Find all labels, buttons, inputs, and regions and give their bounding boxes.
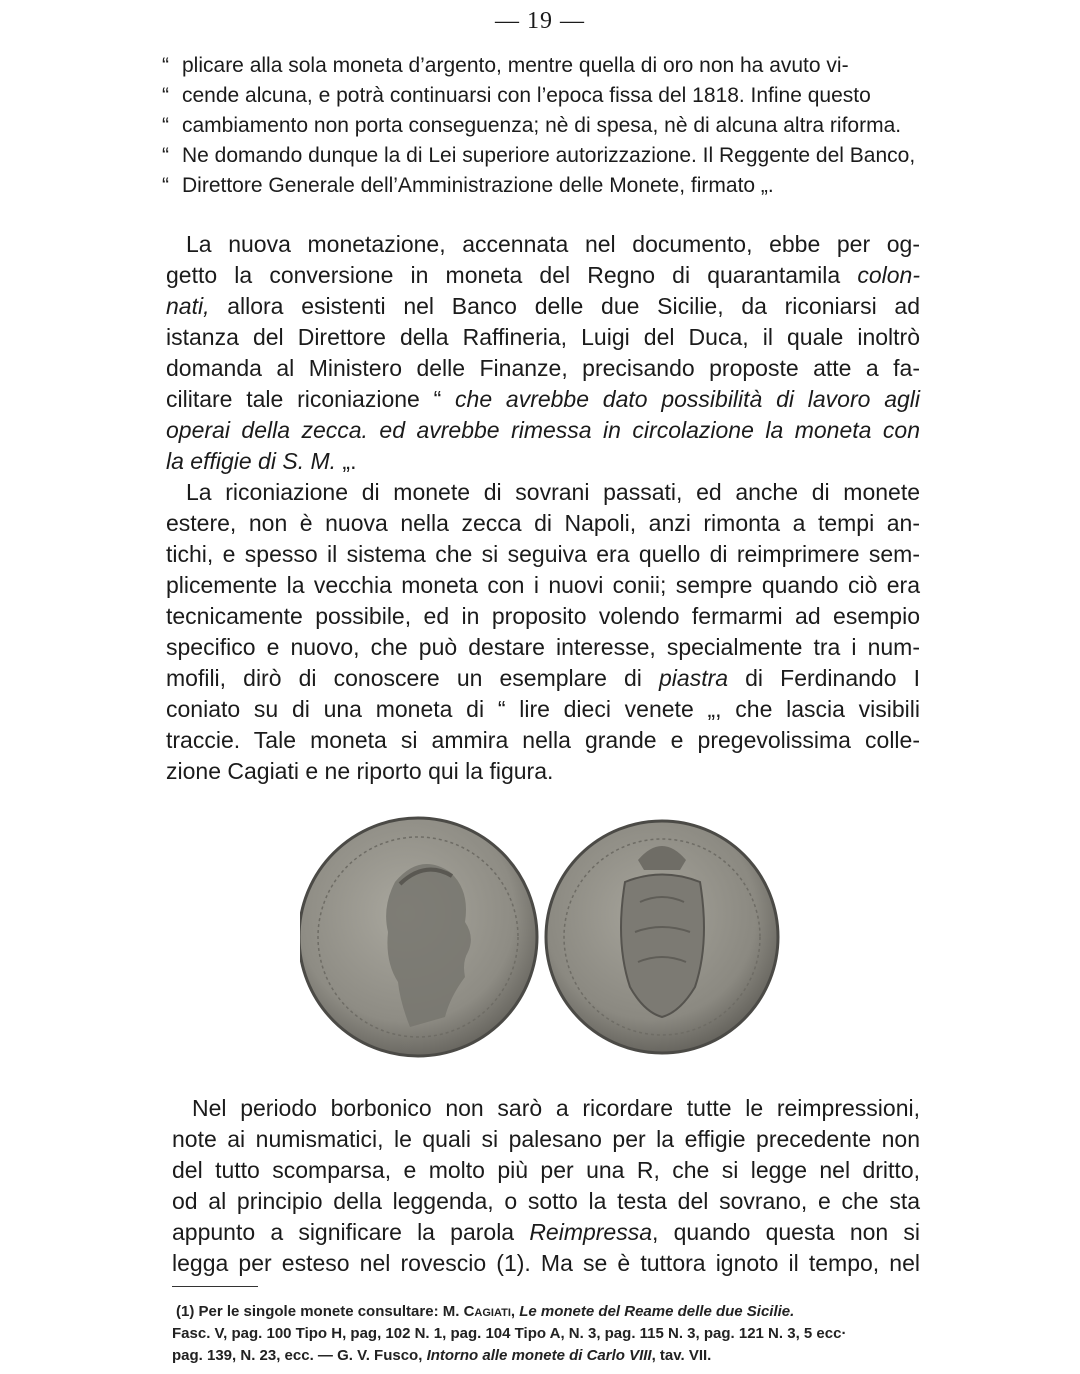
paragraph-line: La riconiazione di monete di sovrani passati, ed anche di monete — [186, 479, 920, 505]
paragraph-line: legga per esteso nel rovescio (1). Ma se è tuttora ignoto il tempo, nel — [172, 1250, 920, 1276]
paragraph-line: zione Cagiati e ne riporto qui la figura. — [166, 758, 554, 784]
quote-line: “ plicare alla sola moneta d’argento, mentre quella di oro non ha avuto vi- — [162, 54, 849, 77]
paragraph-line: plicemente la vecchia moneta con i nuovi conii; sempre quando ciò era — [166, 572, 920, 598]
paragraph-line: mofili, dirò di conoscere un esemplare di piastra di Ferdinando I — [166, 665, 920, 691]
quote-line: “ cende alcuna, e potrà continuarsi con l’epoca fissa del 1818. Infine questo — [162, 84, 871, 107]
paragraph-line: appunto a significare la parola Reimpressa, quando questa non si — [172, 1219, 921, 1245]
footnote-line: pag. 139, N. 23, ecc. — G. V. Fusco, Intorno alle monete di Carlo VIII, tav. VII. — [172, 1347, 712, 1364]
footnote-divider — [172, 1286, 258, 1287]
paragraph-line: operai della zecca. ed avrebbe rimessa in circolazione la moneta con — [166, 417, 920, 443]
coin-reverse-image — [546, 821, 778, 1053]
paragraph-line: la effigie di S. M. „. — [166, 448, 357, 474]
paragraph-line: del tutto scomparsa, e molto più per una R, che si legge nel dritto, — [172, 1157, 920, 1183]
paragraph-line: nati, allora esistenti nel Banco delle due Sicilie, da riconiarsi ad — [166, 293, 920, 319]
quote-line: “ Direttore Generale dell’Amministrazione delle Monete, firmato „. — [162, 174, 774, 197]
paragraph-line: cilitare tale riconiazione “ che avrebbe dato possibilità di lavoro agli — [166, 386, 920, 412]
paragraph-line: domanda al Ministero delle Finanze, precisando proposte atte a fa- — [166, 355, 920, 381]
paragraph-line: od al principio della leggenda, o sotto la testa del sovrano, e che sta — [172, 1188, 920, 1214]
page-number: — 19 — — [495, 8, 585, 34]
paragraph-line: estere, non è nuova nella zecca di Napoli, anzi rimonta a tempi an- — [166, 510, 920, 536]
paragraph-line: istanza del Direttore della Raffineria, Luigi del Duca, il quale inoltrò — [166, 324, 920, 350]
paragraph-line: Nel periodo borbonico non sarò a ricordare tutte le reimpressioni, — [192, 1095, 920, 1121]
paragraph-line: traccie. Tale moneta si ammira nella grande e pregevolissima colle- — [166, 727, 920, 753]
quote-line: “ Ne domando dunque la di Lei superiore autorizzazione. Il Reggente del Banco, — [162, 144, 916, 167]
coin-figure — [300, 812, 780, 1062]
footnote-line: Fasc. V, pag. 100 Tipo H, pag, 102 N. 1, pag. 104 Tipo A, N. 3, pag. 115 N. 3, pag. 121 N. 3, 5 ecc· — [172, 1325, 847, 1342]
quote-line: “ cambiamento non porta conseguenza; nè di spesa, nè di alcuna altra riforma. — [162, 114, 902, 137]
paragraph-line: tecnicamente possibile, ed in proposito volendo fermarmi ad esempio — [166, 603, 920, 629]
paragraph-line: note ai numismatici, le quali si palesano per la effigie precedente non — [172, 1126, 920, 1152]
paragraph-line: getto la conversione in moneta del Regno di quarantamila colon- — [166, 262, 920, 288]
footnote-line: (1) Per le singole monete consultare: M. Cagiati, Le monete del Reame delle due Sicilie. — [176, 1303, 795, 1320]
paragraph-line: specifico e nuovo, che può destare interesse, specialmente tra i num- — [166, 634, 920, 660]
paragraph-line: tichi, e spesso il sistema che si seguiva era quello di reimprimere sem- — [166, 541, 920, 567]
coin-obverse-image — [300, 818, 537, 1056]
paragraph-line: coniato su di una moneta di “ lire dieci venete „, che lascia visibili — [166, 696, 920, 722]
paragraph-line: La nuova monetazione, accennata nel documento, ebbe per og- — [186, 231, 920, 257]
